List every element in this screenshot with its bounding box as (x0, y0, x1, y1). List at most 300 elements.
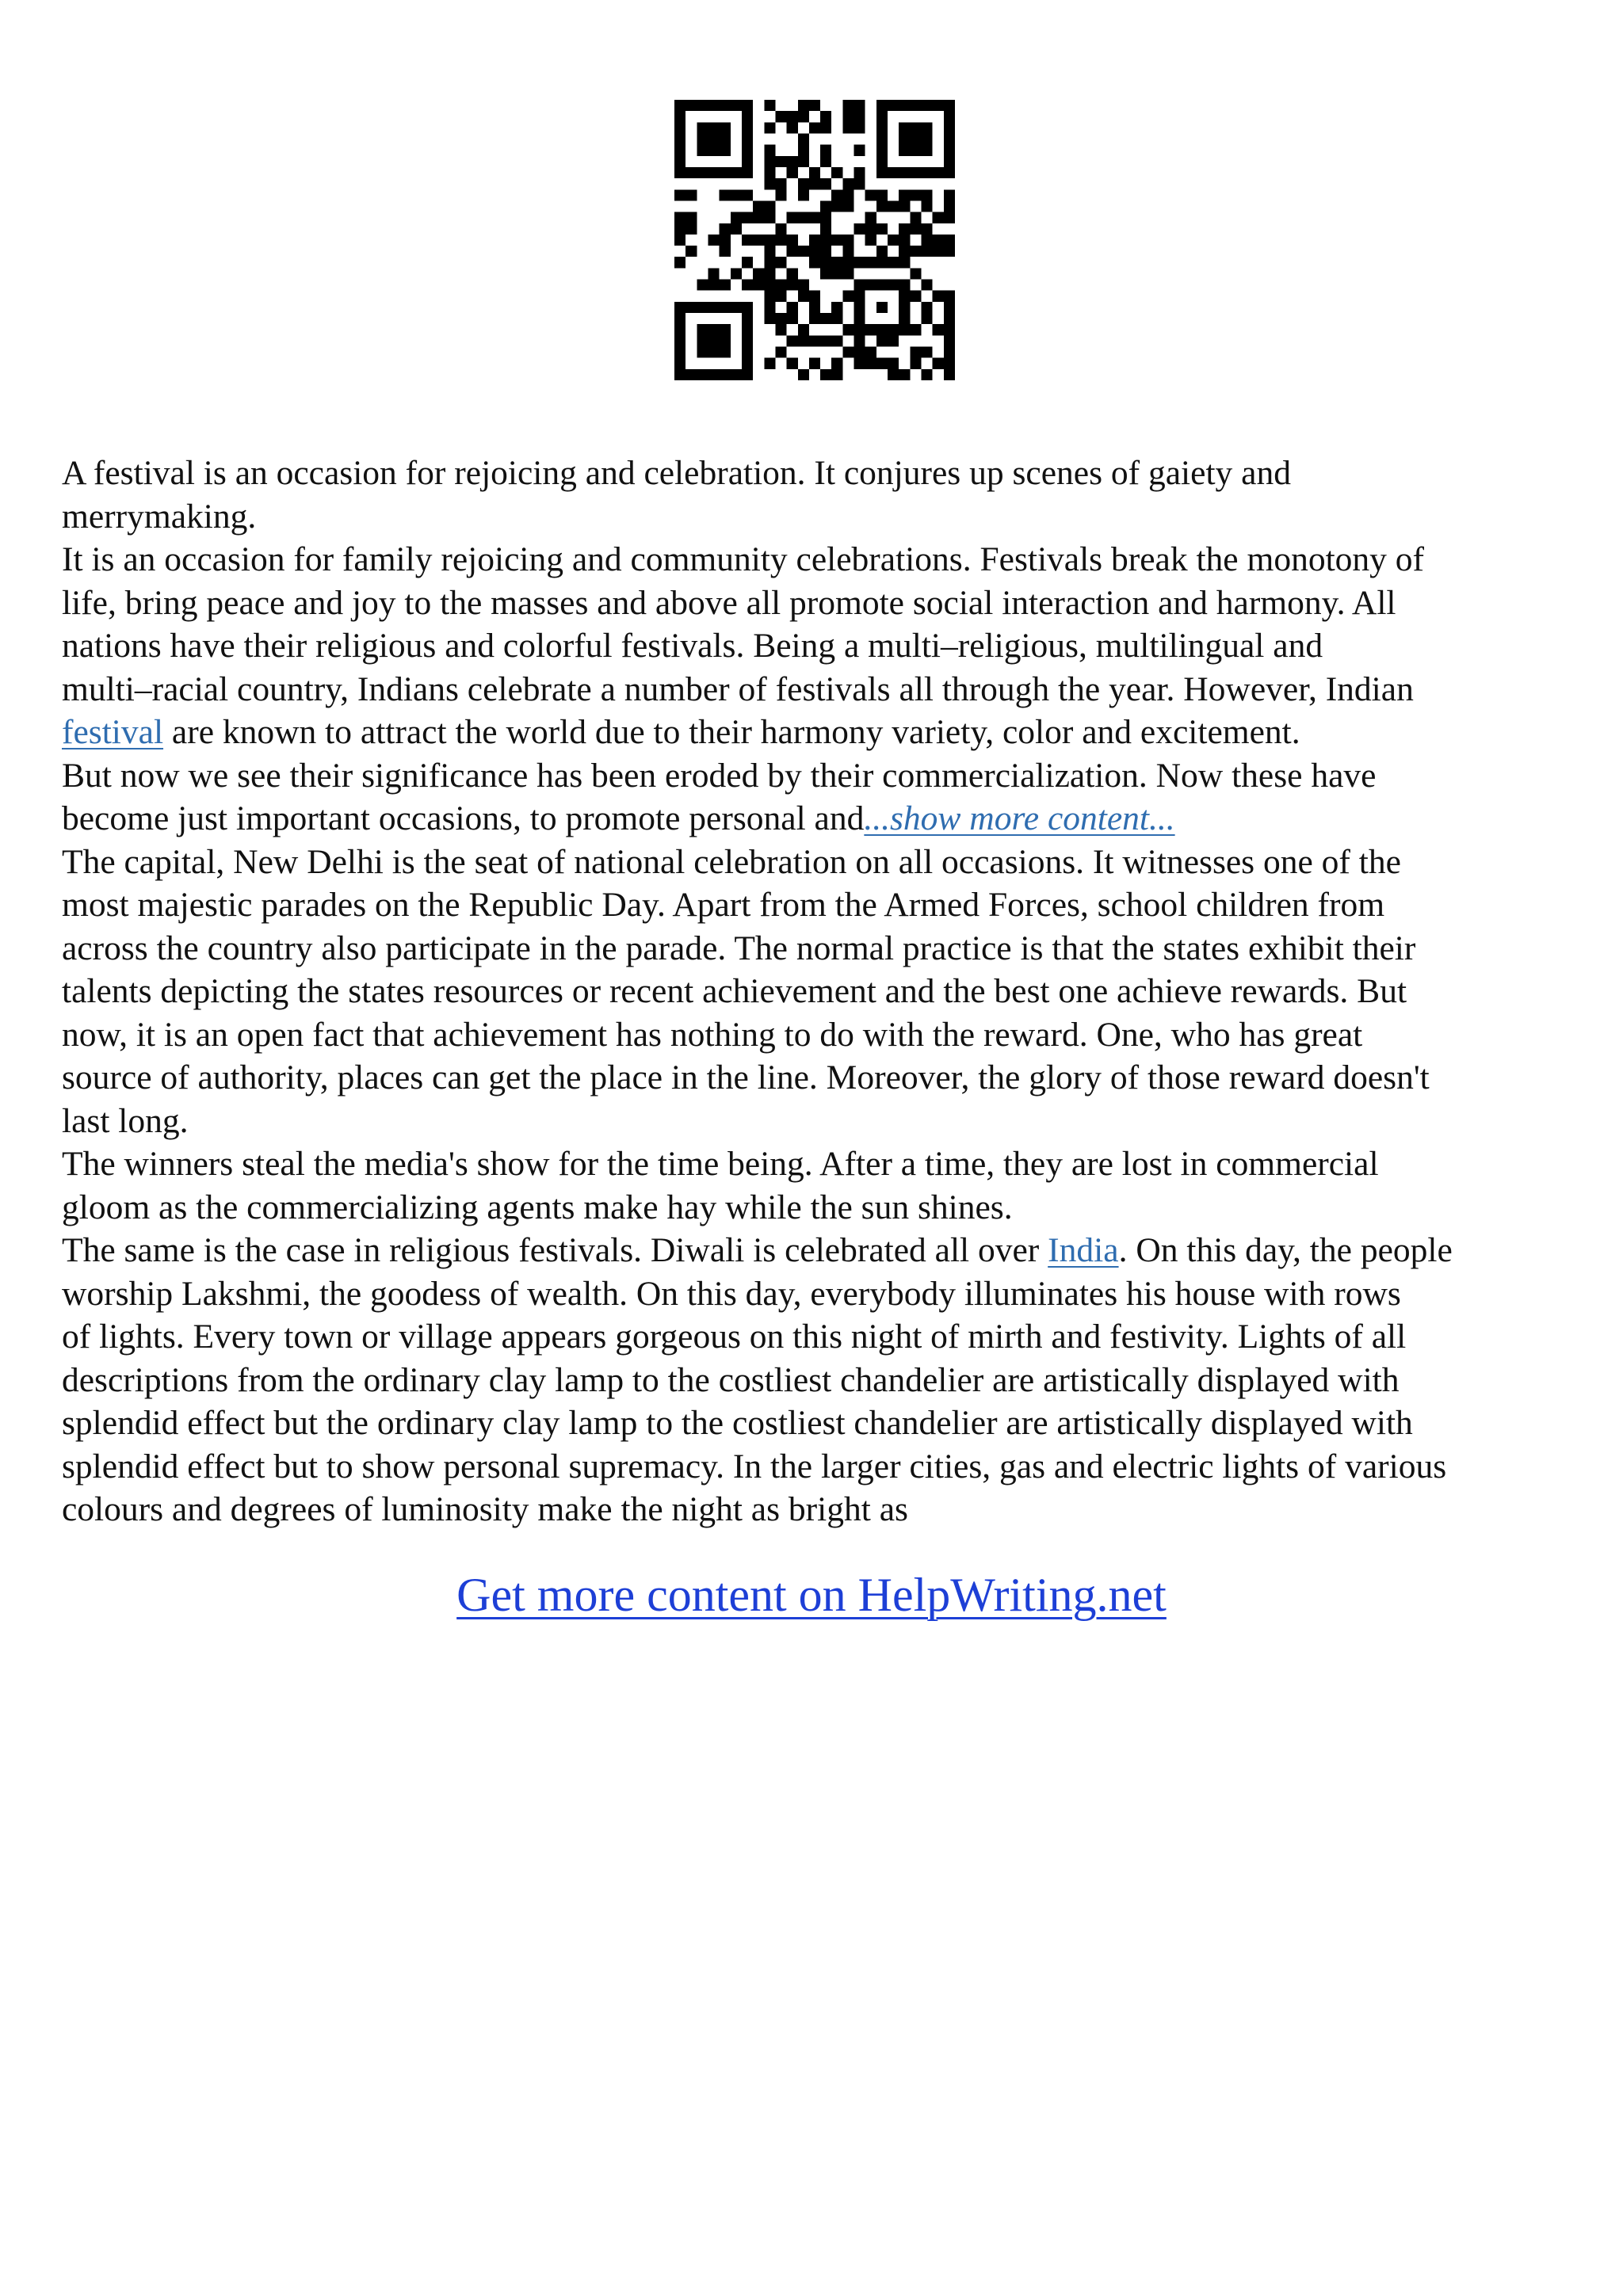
qr-module (922, 223, 933, 235)
text-line: The winners steal the media's show for the time being. After a time, they are lost in commercial (62, 1145, 1379, 1183)
qr-module (742, 122, 753, 133)
qr-module (888, 324, 899, 335)
qr-module (742, 145, 753, 156)
paragraph-occasion (62, 538, 1561, 754)
text-line: splendid effect but the ordinary clay lamp to the costliest chandelier are artistically displayed with (62, 1404, 1413, 1442)
qr-module (753, 212, 764, 223)
qr-module (697, 133, 708, 144)
qr-module (809, 212, 820, 223)
qr-module (922, 246, 933, 257)
qr-module (854, 111, 865, 122)
qr-module (764, 122, 775, 133)
qr-module (854, 223, 865, 235)
qr-module (720, 133, 731, 144)
qr-module (944, 100, 955, 111)
qr-module (842, 257, 854, 268)
qr-module (697, 347, 708, 358)
qr-module (820, 268, 831, 279)
qr-module (764, 358, 775, 369)
qr-module (876, 100, 888, 111)
qr-module (865, 347, 876, 358)
qr-module (742, 133, 753, 144)
qr-module (944, 302, 955, 313)
qr-module (876, 335, 888, 346)
qr-module (899, 133, 910, 144)
show-more-link[interactable]: ...show more content... (864, 799, 1175, 837)
qr-module (742, 100, 753, 111)
text-fragment: become just important occasions, to promote personal and (62, 799, 865, 837)
qr-module (876, 223, 888, 235)
qr-module (910, 133, 921, 144)
qr-module (697, 335, 708, 346)
qr-module (720, 246, 731, 257)
qr-module (753, 280, 764, 291)
qr-module (865, 223, 876, 235)
festival-link[interactable]: festival (62, 713, 164, 751)
qr-module (809, 358, 820, 369)
qr-module (899, 324, 910, 335)
qr-module (764, 200, 775, 212)
qr-module (742, 189, 753, 200)
qr-module (775, 189, 786, 200)
qr-module (764, 280, 775, 291)
text-line (62, 1229, 1561, 1272)
qr-module (876, 302, 888, 313)
qr-module (787, 167, 798, 178)
qr-module (910, 268, 921, 279)
qr-module (944, 145, 955, 156)
qr-module (720, 122, 731, 133)
qr-module (831, 335, 842, 346)
qr-module (876, 358, 888, 369)
qr-module (674, 189, 685, 200)
qr-module (798, 111, 809, 122)
qr-module (910, 324, 921, 335)
qr-module (720, 347, 731, 358)
text-line: The capital, New Delhi is the seat of national celebration on all occasions. It witnesses one of the (62, 842, 1401, 881)
qr-module (674, 212, 685, 223)
qr-module (809, 257, 820, 268)
qr-module (888, 100, 899, 111)
qr-module (944, 246, 955, 257)
qr-module (865, 235, 876, 246)
qr-module (888, 167, 899, 178)
qr-module (674, 156, 685, 167)
qr-module (820, 335, 831, 346)
qr-module (899, 100, 910, 111)
qr-module (798, 246, 809, 257)
qr-module (742, 111, 753, 122)
qr-module (820, 223, 831, 235)
qr-module (742, 257, 753, 268)
qr-module (809, 335, 820, 346)
qr-module (899, 145, 910, 156)
qr-module (764, 268, 775, 279)
text-line: descriptions from the ordinary clay lamp to the costliest chandelier are artistically displayed with (62, 1360, 1400, 1399)
qr-module (899, 280, 910, 291)
qr-module (708, 280, 719, 291)
qr-module (787, 302, 798, 313)
qr-module (899, 167, 910, 178)
get-more-content-link[interactable]: Get more content on HelpWriting.net (456, 1569, 1167, 1621)
qr-module (842, 189, 854, 200)
qr-module (674, 235, 685, 246)
qr-module (764, 212, 775, 223)
qr-module (854, 167, 865, 178)
qr-module (674, 100, 685, 111)
qr-module (910, 189, 921, 200)
qr-module (910, 223, 921, 235)
qr-module (798, 100, 809, 111)
qr-module (842, 246, 854, 257)
qr-module (910, 291, 921, 302)
text-line: now, it is an open fact that achievement has nothing to do with the reward. One, who has great (62, 1015, 1363, 1054)
qr-module (674, 347, 685, 358)
qr-module (820, 111, 831, 122)
qr-module (708, 122, 719, 133)
qr-module (854, 347, 865, 358)
qr-module (764, 257, 775, 268)
qr-module (708, 369, 719, 380)
qr-module (876, 324, 888, 335)
qr-module (764, 100, 775, 111)
qr-module (708, 347, 719, 358)
qr-module (764, 246, 775, 257)
qr-code (674, 100, 955, 380)
qr-module (899, 122, 910, 133)
qr-module (876, 156, 888, 167)
text-line: of lights. Every town or village appears gorgeous on this night of mirth and festivity. Lights of all (62, 1318, 1407, 1356)
qr-module (697, 369, 708, 380)
qr-module (831, 235, 842, 246)
qr-module (944, 111, 955, 122)
qr-module (674, 358, 685, 369)
qr-module (910, 122, 921, 133)
qr-module (775, 291, 786, 302)
qr-module (820, 313, 831, 324)
text-fragment: . On this day, the people (1118, 1231, 1453, 1269)
qr-module (854, 358, 865, 369)
qr-module (842, 111, 854, 122)
qr-module (922, 313, 933, 324)
qr-module (933, 100, 944, 111)
qr-module (922, 189, 933, 200)
qr-module (944, 335, 955, 346)
qr-module (933, 291, 944, 302)
text-line: most majestic parades on the Republic Day. Apart from the Armed Forces, school children from (62, 886, 1385, 924)
qr-module (775, 111, 786, 122)
qr-module (922, 122, 933, 133)
qr-module (764, 178, 775, 189)
qr-module (831, 257, 842, 268)
qr-module (787, 156, 798, 167)
qr-module (742, 358, 753, 369)
qr-module (933, 212, 944, 223)
qr-module (753, 200, 764, 212)
qr-module (775, 235, 786, 246)
qr-module (842, 347, 854, 358)
qr-module (922, 235, 933, 246)
qr-module (787, 212, 798, 223)
qr-module (899, 200, 910, 212)
qr-module (831, 358, 842, 369)
qr-module (798, 291, 809, 302)
qr-module (854, 100, 865, 111)
qr-module (764, 167, 775, 178)
qr-module (720, 100, 731, 111)
qr-module (820, 200, 831, 212)
qr-module (944, 189, 955, 200)
text-line: last long. (62, 1101, 189, 1140)
qr-module (933, 246, 944, 257)
qr-module (787, 246, 798, 257)
qr-module (820, 369, 831, 380)
qr-module (854, 280, 865, 291)
qr-module (865, 257, 876, 268)
qr-module (888, 200, 899, 212)
qr-module (910, 358, 921, 369)
text-line: splendid effect but to show personal supremacy. In the larger cities, gas and electric lights of various (62, 1447, 1447, 1486)
qr-module (753, 235, 764, 246)
qr-module (697, 100, 708, 111)
qr-module (899, 235, 910, 246)
qr-module (685, 212, 697, 223)
qr-module (865, 280, 876, 291)
qr-module (764, 156, 775, 167)
india-link[interactable]: India (1048, 1231, 1119, 1269)
qr-module (854, 145, 865, 156)
qr-module (922, 369, 933, 380)
qr-module (944, 235, 955, 246)
qr-module (775, 280, 786, 291)
qr-module (876, 200, 888, 212)
qr-module (708, 324, 719, 335)
text-line (62, 711, 1561, 754)
qr-module (674, 313, 685, 324)
qr-module (910, 246, 921, 257)
qr-module (731, 189, 742, 200)
qr-module (888, 280, 899, 291)
qr-module (775, 178, 786, 189)
qr-module (731, 369, 742, 380)
qr-module (720, 280, 731, 291)
qr-module (865, 212, 876, 223)
qr-module (910, 212, 921, 223)
qr-module (944, 347, 955, 358)
qr-module (708, 268, 719, 279)
qr-module (787, 313, 798, 324)
qr-module (842, 122, 854, 133)
qr-module (888, 257, 899, 268)
qr-module (876, 167, 888, 178)
qr-module (798, 280, 809, 291)
qr-module (720, 335, 731, 346)
qr-module (876, 257, 888, 268)
qr-module (831, 302, 842, 313)
qr-module (888, 235, 899, 246)
qr-module (720, 324, 731, 335)
qr-module (720, 167, 731, 178)
qr-module (798, 156, 809, 167)
qr-module (685, 100, 697, 111)
paragraph-diwali (62, 1229, 1561, 1531)
article-body (62, 452, 1561, 1531)
qr-module (753, 268, 764, 279)
qr-module (910, 145, 921, 156)
qr-module (708, 100, 719, 111)
qr-module (787, 268, 798, 279)
qr-module (787, 335, 798, 346)
qr-module (685, 302, 697, 313)
qr-module (742, 347, 753, 358)
qr-module (674, 223, 685, 235)
qr-module (876, 111, 888, 122)
qr-module (720, 302, 731, 313)
qr-module (764, 291, 775, 302)
footer (0, 1563, 1623, 1627)
qr-module (731, 100, 742, 111)
qr-module (922, 100, 933, 111)
qr-module (888, 369, 899, 380)
qr-module (720, 235, 731, 246)
text-line: talents depicting the states resources or recent achievement and the best one achieve rewards. But (62, 972, 1407, 1010)
qr-module (910, 167, 921, 178)
text-fragment: are known to attract the world due to their harmony variety, color and excitement. (163, 713, 1300, 751)
qr-module (876, 122, 888, 133)
qr-module (809, 313, 820, 324)
qr-module (888, 335, 899, 346)
qr-module (922, 145, 933, 156)
qr-module (697, 167, 708, 178)
paragraph-winners (62, 1142, 1561, 1229)
qr-module (708, 133, 719, 144)
qr-module (933, 167, 944, 178)
qr-module (731, 223, 742, 235)
qr-module (764, 302, 775, 313)
qr-module (944, 313, 955, 324)
qr-module (798, 178, 809, 189)
qr-module (742, 324, 753, 335)
qr-module (787, 280, 798, 291)
qr-module (674, 111, 685, 122)
qr-module (899, 246, 910, 257)
qr-module (820, 212, 831, 223)
qr-module (720, 189, 731, 200)
qr-module (944, 200, 955, 212)
qr-module (944, 358, 955, 369)
qr-code-icon (674, 100, 955, 380)
qr-module (865, 358, 876, 369)
qr-module (685, 369, 697, 380)
qr-module (820, 145, 831, 156)
qr-module (787, 111, 798, 122)
qr-module (888, 358, 899, 369)
qr-module (842, 324, 854, 335)
qr-module (899, 189, 910, 200)
qr-module (685, 189, 697, 200)
qr-module (865, 189, 876, 200)
qr-module (674, 133, 685, 144)
qr-module (674, 145, 685, 156)
qr-module (742, 167, 753, 178)
qr-module (842, 178, 854, 189)
qr-module (944, 369, 955, 380)
qr-module (922, 347, 933, 358)
text-line: across the country also participate in the parade. The normal practice is that the states exhibit their (62, 929, 1416, 967)
qr-module (720, 369, 731, 380)
qr-module (809, 302, 820, 313)
qr-module (820, 257, 831, 268)
qr-module (933, 324, 944, 335)
paragraph-capital (62, 841, 1561, 1143)
qr-module (742, 280, 753, 291)
qr-module (708, 167, 719, 178)
qr-module (775, 257, 786, 268)
qr-module (809, 235, 820, 246)
qr-module (764, 235, 775, 246)
qr-module (842, 200, 854, 212)
qr-module (922, 200, 933, 212)
qr-module (899, 313, 910, 324)
qr-module (899, 291, 910, 302)
qr-module (708, 302, 719, 313)
qr-module (842, 235, 854, 246)
paragraph-intro (62, 452, 1561, 538)
qr-module (809, 178, 820, 189)
text-line: A festival is an occasion for rejoicing and celebration. It conjures up scenes of gaiety and (62, 454, 1291, 492)
qr-module (899, 302, 910, 313)
qr-module (731, 268, 742, 279)
qr-module (820, 235, 831, 246)
text-line: worship Lakshmi, the goodess of wealth. On this day, everybody illuminates his house with rows (62, 1274, 1401, 1313)
qr-module (910, 347, 921, 358)
paragraph-commercialization (62, 754, 1561, 841)
qr-module (831, 189, 842, 200)
qr-module (944, 291, 955, 302)
qr-module (854, 257, 865, 268)
qr-module (742, 369, 753, 380)
qr-module (944, 167, 955, 178)
qr-module (944, 212, 955, 223)
qr-module (685, 246, 697, 257)
qr-module (775, 324, 786, 335)
qr-module (742, 212, 753, 223)
qr-module (674, 122, 685, 133)
qr-module (798, 324, 809, 335)
qr-module (798, 335, 809, 346)
qr-module (775, 156, 786, 167)
qr-module (674, 167, 685, 178)
qr-module (697, 302, 708, 313)
qr-module (798, 133, 809, 144)
qr-module (685, 223, 697, 235)
text-line: It is an occasion for family rejoicing and community celebrations. Festivals break the monotony of (62, 540, 1425, 578)
qr-module (787, 235, 798, 246)
qr-module (697, 280, 708, 291)
qr-module (820, 178, 831, 189)
qr-module (899, 257, 910, 268)
text-line: colours and degrees of luminosity make the night as bright as (62, 1490, 908, 1528)
text-line: merrymaking. (62, 497, 257, 536)
qr-module (775, 347, 786, 358)
qr-module (731, 212, 742, 223)
qr-module (809, 122, 820, 133)
qr-module (910, 100, 921, 111)
qr-module (742, 313, 753, 324)
qr-module (787, 358, 798, 369)
qr-module (876, 246, 888, 257)
text-line (62, 797, 1561, 841)
